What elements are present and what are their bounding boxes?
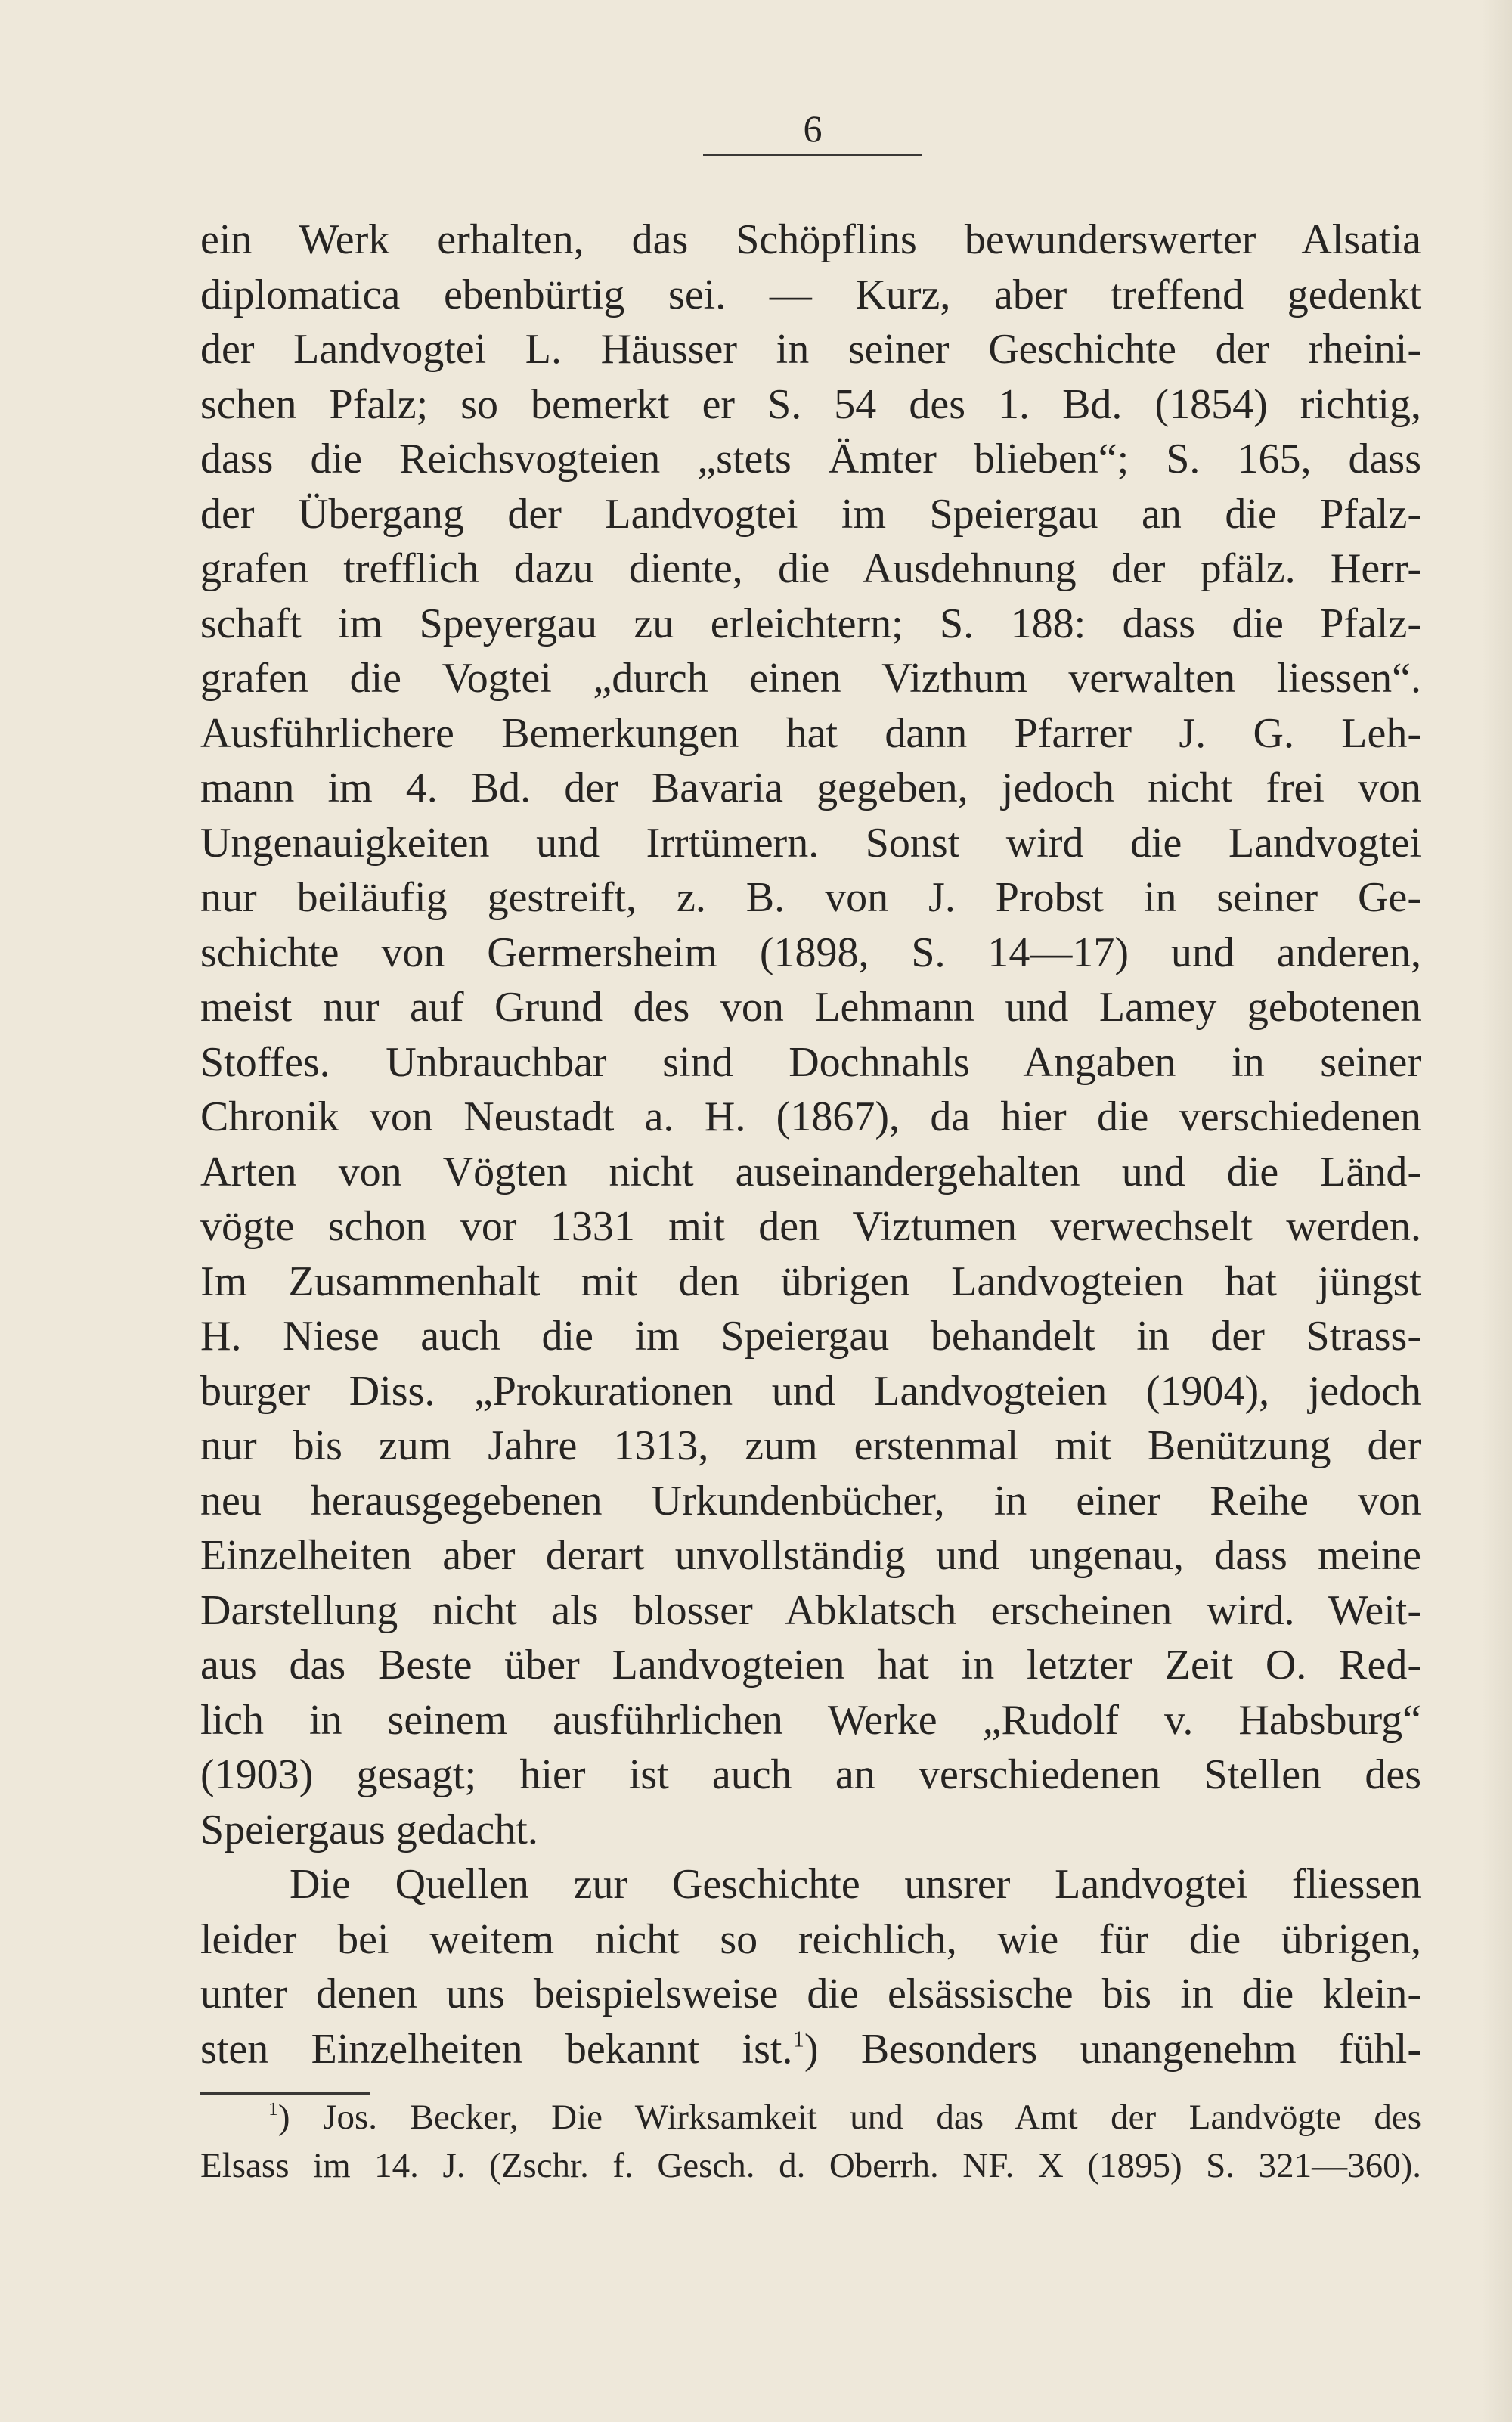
- text-line: Ungenauigkeiten und Irrtümern. Sonst wird die Landvogtei: [200, 819, 1421, 867]
- text-line: H. Niese auch die im Speiergau behandelt in der Strass-: [200, 1313, 1421, 1360]
- text-line: Arten von Vögten nicht auseinandergehalten und die Länd-: [200, 1148, 1421, 1195]
- page-edge-shadow: [1482, 0, 1512, 2422]
- text-line: Ausführlichere Bemerkungen hat dann Pfarrer J. G. Leh-: [200, 709, 1421, 757]
- text-line: dass die Reichsvogteien „stets Ämter blieben“; S. 165, dass: [200, 436, 1421, 482]
- text-line: schaft im Speyergau zu erleichtern; S. 188: dass die Pfalz-: [200, 600, 1421, 647]
- text-line: Darstellung nicht als blosser Abklatsch erscheinen wird. Weit-: [200, 1586, 1421, 1634]
- text-line: neu herausgegebenen Urkundenbücher, in einer Reihe von: [200, 1477, 1421, 1524]
- text-line: Einzelheiten aber derart unvollständig und ungenau, dass meine: [200, 1532, 1421, 1579]
- line-text: sten Einzelheiten bekannt ist.: [200, 2025, 793, 2073]
- text-line: aus das Beste über Landvogteien hat in letzter Zeit O. Red-: [200, 1642, 1421, 1689]
- text-line: meist nur auf Grund des von Lehmann und Lamey gebotenen: [200, 984, 1421, 1031]
- header-rule: [703, 154, 922, 156]
- text-line: grafen trefflich dazu diente, die Ausdehnung der pfälz. Herr-: [200, 545, 1421, 592]
- paragraph-2: [200, 1857, 1421, 2022]
- text-line: burger Diss. „Prokurationen und Landvogteien (1904), jedoch: [200, 1367, 1421, 1415]
- text-line: schen Pfalz; so bemerkt er S. 54 des 1. Bd. (1854) richtig,: [200, 380, 1421, 428]
- text-line: vögte schon vor 1331 mit den Viztumen verwechselt werden.: [200, 1203, 1421, 1250]
- footnote-line: [200, 2093, 1421, 2141]
- line-text: ) Besonders unangenehm fühl-: [804, 2025, 1421, 2073]
- text-line: diplomatica ebenbürtig sei. — Kurz, aber treffend gedenkt: [200, 271, 1421, 318]
- footnote-marker: 1: [268, 2097, 278, 2120]
- text-line: [200, 2022, 1421, 2077]
- text-line: Die Quellen zur Geschichte unsrer Landvogtei fliessen: [290, 1861, 1421, 1908]
- text-line: unter denen uns beispielsweise die elsässische bis in die klein-: [200, 1971, 1421, 2017]
- text-line: lich in seinem ausführlichen Werke „Rudolf v. Habsburg“: [200, 1696, 1421, 1744]
- text-line: ein Werk erhalten, das Schöpflins bewunderswerter Alsatia: [200, 216, 1421, 263]
- footnote-ref[interactable]: 1: [792, 2025, 804, 2051]
- text-line: nur beiläufig gestreift, z. B. von J. Probst in seiner Ge-: [200, 874, 1421, 921]
- text-line: Chronik von Neustadt a. H. (1867), da hier die verschiedenen: [200, 1093, 1421, 1140]
- text-line: mann im 4. Bd. der Bavaria gegeben, jedoch nicht frei von: [200, 764, 1421, 811]
- text-line: schichte von Germersheim (1898, S. 14—17) und anderen,: [200, 929, 1421, 976]
- footnotes: [200, 2093, 1421, 2190]
- text-line: Speiergaus gedacht.: [200, 1806, 538, 1853]
- text-line: leider bei weitem nicht so reichlich, wie für die übrigen,: [200, 1915, 1421, 1963]
- text-line: der Landvogtei L. Häusser in seiner Geschichte der rheini-: [200, 326, 1421, 373]
- text-line: nur bis zum Jahre 1313, zum erstenmal mit Benützung der: [200, 1422, 1421, 1469]
- text-line: Im Zusammenhalt mit den übrigen Landvogteien hat jüngst: [200, 1258, 1421, 1305]
- footnote-text: ) Jos. Becker, Die Wirksamkeit und das Amt der Landvögte des: [277, 2098, 1421, 2137]
- page-number: 6: [803, 107, 823, 150]
- body-text: [200, 212, 1421, 2076]
- footnote-line: Elsass im 14. J. (Zschr. f. Gesch. d. Oberrh. NF. X (1895) S. 321—360).: [200, 2146, 1421, 2185]
- text-line: der Übergang der Landvogtei im Speiergau an die Pfalz-: [200, 490, 1421, 538]
- text-line: grafen die Vogtei „durch einen Vizthum verwalten liessen“.: [200, 655, 1421, 702]
- paragraph-1: [200, 212, 1421, 1857]
- text-line: (1903) gesagt; hier ist auch an verschiedenen Stellen des: [200, 1751, 1421, 1798]
- text-line: Stoffes. Unbrauchbar sind Dochnahls Angaben in seiner: [200, 1038, 1421, 1086]
